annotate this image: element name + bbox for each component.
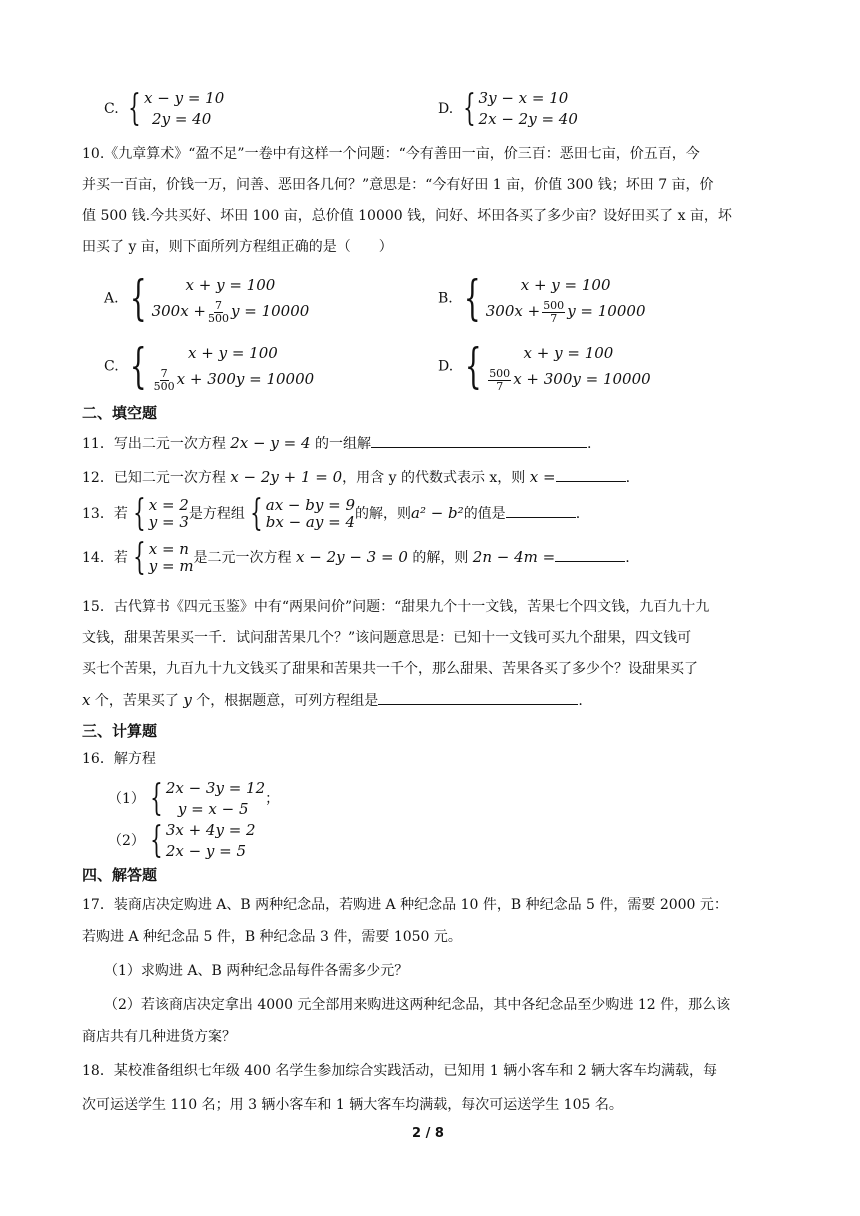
q10-line-3: 值 500 钱.今共买好、坏田 100 亩，总价值 10000 钱，问好、坏田各买了多少亩？设好田买了 x 亩，坏 (82, 208, 732, 224)
q12: 12．已知二元一次方程 x − 2y + 1 = 0，用含 y 的代数式表示 x，则 x = . (82, 468, 631, 486)
q15-line-1: 15．古代算书《四元玉鉴》中有“两果问价”问题：“甜果九个十一文钱，苦果七个四文钱，九百九十九 (82, 599, 710, 615)
q10-option-c[interactable]: C. { x + y = 100 $\frac{7}{500}$ x + 300y = 10000 (104, 338, 315, 395)
q10-option-a[interactable]: A. { x + y = 100 300x + $\frac{7}{500}$ y = 10000 (104, 270, 310, 327)
q9-option-c-system: { x − y = 10 2y = 40 (128, 88, 225, 129)
q14: 14．若 { x = n y = m 是二元一次方程 x − 2y − 3 = 0 的解，则 2n − 4m = . (82, 537, 630, 578)
brace-icon: { (129, 338, 147, 395)
q18-line-2: 次可运送学生 110 名；用 3 辆小客车和 1 辆大客车均满载，每次可运送学生 105 名。 (82, 1097, 623, 1113)
q9-option-d-system: { 3y − x = 10 2x − 2y = 40 (462, 88, 578, 129)
q10-option-d[interactable]: D. { x + y = 100 $\frac{500}{7}$ x + 300y = 10000 (438, 338, 651, 395)
q10-line-2: 并买一百亩，价钱一万，问善、恶田各几何？”意思是：“今有好田 1 亩，价值 300 钱；坏田 7 亩，价 (82, 177, 714, 193)
brace-icon: { (128, 88, 141, 129)
q15-line-3: 买七个苦果，九百九十九文钱买了甜果和苦果共一千个，那么甜果、苦果各买了多少个？设甜果买了 (82, 661, 698, 677)
brace-icon: { (462, 88, 476, 129)
brace-icon: { (464, 270, 481, 327)
q10-line-4: 田买了 y 亩，则下面所列方程组正确的是（ ） (82, 239, 393, 255)
q9-option-c[interactable]: C. { x − y = 10 2y = 40 (104, 88, 225, 129)
q18-line-1: 18．某校准备组织七年级 400 名学生参加综合实践活动，已知用 1 辆小客车和 2 辆大客车均满载，每 (82, 1063, 718, 1079)
q11: 11．写出二元一次方程 2x − y = 4 的一组解 . (82, 434, 592, 452)
q16-part-2: （2） { 3x + 4y = 2 2x − y = 5 (108, 820, 256, 861)
q17-line-2: 若购进 A 种纪念品 5 件，B 种纪念品 3 件，需要 1050 元。 (82, 929, 462, 945)
q16-title: 16．解方程 (82, 751, 156, 767)
q14-answer-blank[interactable] (555, 547, 625, 562)
q13-answer-blank[interactable] (506, 503, 576, 518)
q12-answer-blank[interactable] (556, 467, 626, 482)
brace-icon: { (464, 338, 482, 395)
q13: 13．若 { x = 2 y = 3 是方程组 { ax − by = 9 bx − ay = 4 的解，则a² − b²的值是 . (82, 493, 581, 534)
q17-sub-2: （2）若该商店决定拿出 4000 元全部用来购进这两种纪念品，其中各纪念品至少购进 12 件，那么该 (104, 997, 731, 1013)
q15-answer-blank[interactable] (378, 690, 578, 705)
q11-answer-blank[interactable] (371, 433, 587, 448)
brace-icon: { (129, 270, 147, 327)
brace-icon: { (132, 493, 146, 534)
q15-line-4: x 个，苦果买了 y 个，根据题意，可列方程组是 . (82, 691, 583, 709)
page-number: 2 / 8 (412, 1126, 444, 1141)
q15-line-2: 文钱，甜果苦果买一千．试问甜苦果几个？”该问题意思是：已知十一文钱可买九个甜果，四文钱可 (82, 630, 692, 646)
brace-icon: { (250, 493, 263, 534)
q16-part-1: （1） { 2x − 3y = 12 y = x − 5 ； (108, 778, 280, 819)
brace-icon: { (132, 537, 146, 578)
section-heading-fill-blank: 二、填空题 (82, 404, 158, 422)
q17-sub-2-cont: 商店共有几种进货方案？ (82, 1029, 236, 1045)
q10-line-1: 10.《九章算术》“盈不足”一卷中有这样一个问题：“今有善田一亩，价三百：恶田七亩，价五百，今 (82, 146, 700, 162)
q10-option-b[interactable]: B. { x + y = 100 300x + $\frac{500}{7}$ y = 10000 (438, 270, 646, 327)
section-heading-answer: 四、解答题 (82, 866, 158, 884)
q17-sub-1: （1）求购进 A、B 两种纪念品每件各需多少元？ (104, 963, 409, 979)
q9-option-d[interactable]: D. { 3y − x = 10 2x − 2y = 40 (438, 88, 578, 129)
q17-line-1: 17．装商店决定购进 A、B 两种纪念品，若购进 A 种纪念品 10 件，B 种纪念品 5 件，需要 2000 元： (82, 897, 728, 913)
brace-icon: { (150, 820, 163, 861)
section-heading-calculation: 三、计算题 (82, 722, 158, 740)
brace-icon: { (150, 778, 163, 819)
